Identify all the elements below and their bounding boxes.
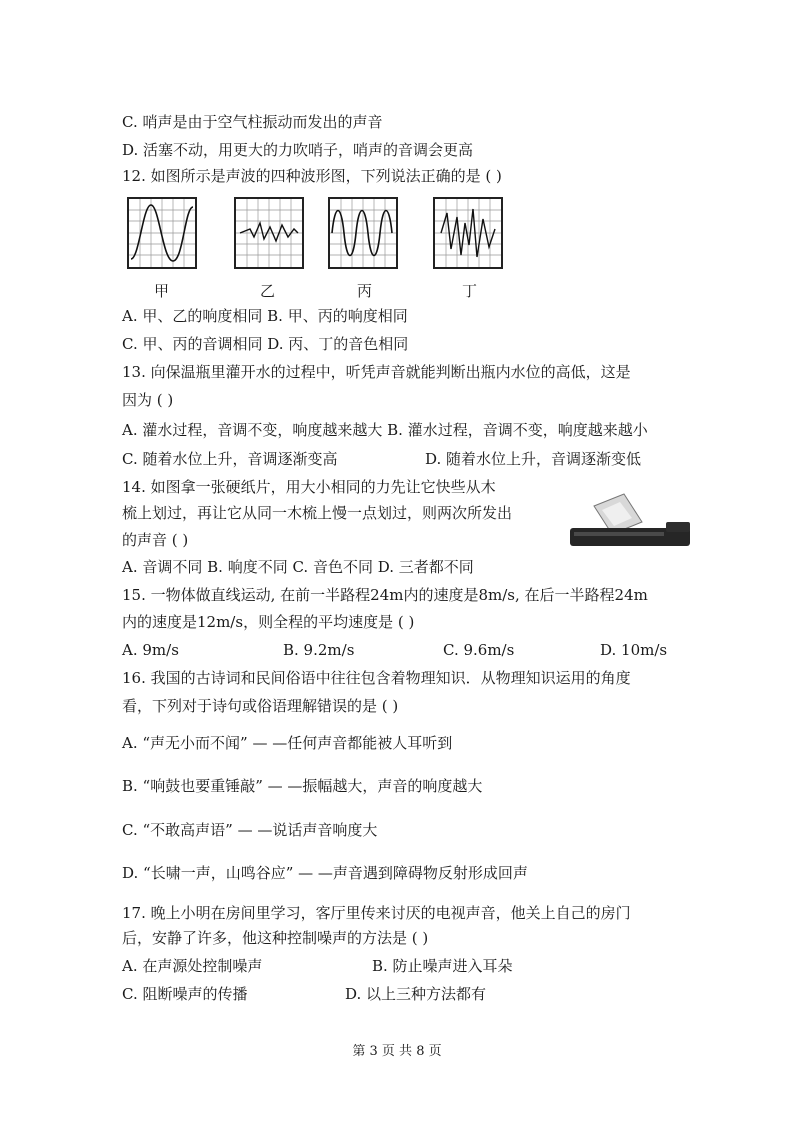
options-14: A. 音调不同 B. 响度不同 C. 音色不同 D. 三者都不同 bbox=[122, 558, 474, 576]
option-15-b: B. 9.2m/s bbox=[283, 641, 355, 659]
comb-card-photo bbox=[566, 488, 696, 554]
waveform-label-jia: 甲 bbox=[154, 282, 170, 300]
waveform-bing bbox=[328, 197, 398, 269]
waveform-label-bing: 丙 bbox=[357, 282, 373, 300]
option-13-d: D. 随着水位上升，音调逐渐变低 bbox=[425, 450, 642, 468]
option-11c: C. 哨声是由于空气柱振动而发出的声音 bbox=[122, 113, 383, 131]
option-16-d: D. “长啸一声，山鸣谷应” — —声音遇到障碍物反射形成回声 bbox=[122, 864, 528, 882]
option-15-a: A. 9m/s bbox=[122, 641, 179, 659]
question-17-line2: 后，安静了许多，他这种控制噪声的方法是 ( ) bbox=[122, 929, 429, 947]
waveform-ding bbox=[433, 197, 503, 269]
question-13-line1: 13. 向保温瓶里灌开水的过程中，听凭声音就能判断出瓶内水位的高低，这是 bbox=[122, 363, 631, 381]
option-16-a: A. “声无小而不闻” — —任何声音都能被人耳听到 bbox=[122, 734, 453, 752]
waveform-label-yi: 乙 bbox=[260, 282, 276, 300]
question-12: 12. 如图所示是声波的四种波形图，下列说法正确的是 ( ) bbox=[122, 167, 502, 185]
waveform-label-ding: 丁 bbox=[462, 282, 478, 300]
option-11d: D. 活塞不动，用更大的力吹哨子，哨声的音调会更高 bbox=[122, 141, 474, 159]
option-15-d: D. 10m/s bbox=[600, 641, 668, 659]
option-17-d: D. 以上三种方法都有 bbox=[345, 985, 487, 1003]
option-13-c: C. 随着水位上升，音调逐渐变高 bbox=[122, 450, 338, 468]
option-17-b: B. 防止噪声进入耳朵 bbox=[372, 957, 513, 975]
waveform-jia bbox=[127, 197, 197, 269]
question-16-line1: 16. 我国的古诗词和民间俗语中往往包含着物理知识．从物理知识运用的角度 bbox=[122, 669, 631, 687]
options-12-ab: A. 甲、乙的响度相同 B. 甲、丙的响度相同 bbox=[122, 307, 408, 325]
option-15-c: C. 9.6m/s bbox=[443, 641, 515, 659]
options-13-ab: A. 灌水过程，音调不变，响度越来越大 B. 灌水过程，音调不变，响度越来越小 bbox=[122, 421, 648, 439]
options-12-cd: C. 甲、丙的音调相同 D. 丙、丁的音色相同 bbox=[122, 335, 409, 353]
question-13-line2: 因为 ( ) bbox=[122, 391, 174, 409]
question-15-line1: 15. 一物体做直线运动, 在前一半路程24m内的速度是8m/s, 在后一半路程24m bbox=[122, 586, 648, 604]
question-15-line2: 内的速度是12m/s，则全程的平均速度是 ( ) bbox=[122, 613, 415, 631]
question-14-line3: 的声音 ( ) bbox=[122, 531, 189, 549]
waveform-yi bbox=[234, 197, 304, 269]
option-16-b: B. “响鼓也要重锤敲” — —振幅越大，声音的响度越大 bbox=[122, 777, 483, 795]
question-14-line2: 梳上划过，再让它从同一木梳上慢一点划过，则两次所发出 bbox=[122, 504, 513, 522]
page-footer: 第 3 页 共 8 页 bbox=[352, 1044, 442, 1059]
question-16-line2: 看，下列对于诗句或俗语理解错误的是 ( ) bbox=[122, 697, 399, 715]
option-16-c: C. “不敢高声语” — —说话声音响度大 bbox=[122, 821, 378, 839]
question-14-line1: 14. 如图拿一张硬纸片，用大小相同的力先让它快些从木 bbox=[122, 478, 496, 496]
question-17-line1: 17. 晚上小明在房间里学习，客厅里传来讨厌的电视声音，他关上自己的房门 bbox=[122, 904, 631, 922]
option-17-c: C. 阻断噪声的传播 bbox=[122, 985, 248, 1003]
option-17-a: A. 在声源处控制噪声 bbox=[122, 957, 263, 975]
